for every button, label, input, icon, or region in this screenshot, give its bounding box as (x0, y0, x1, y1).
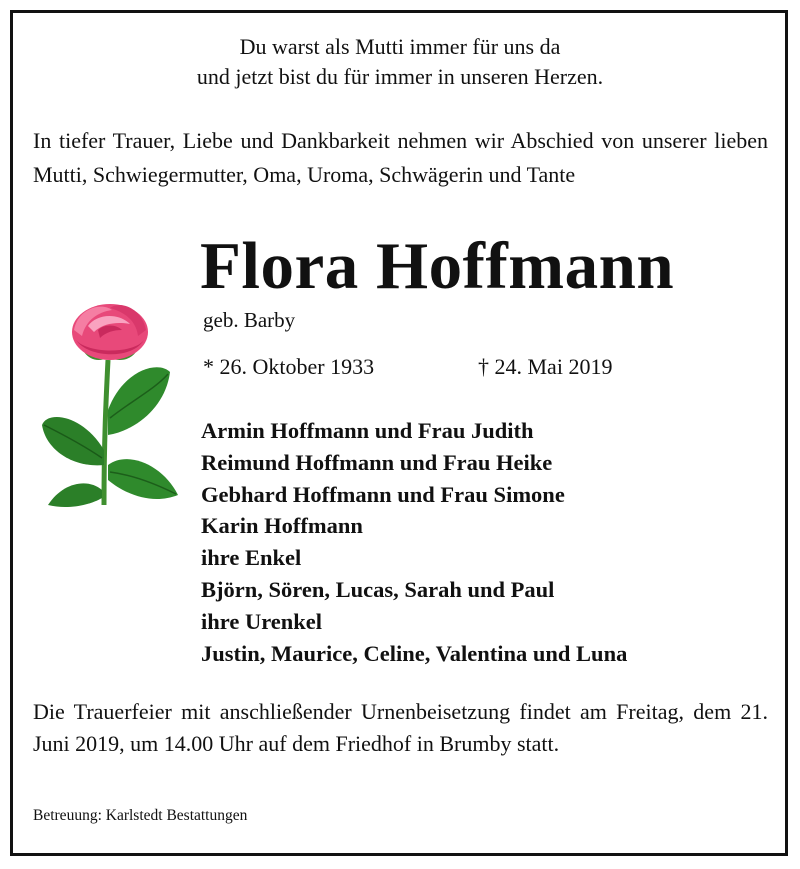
mourner-line: Reimund Hoffmann und Frau Heike (201, 449, 553, 475)
deceased-name: Flora Hoffmann (200, 229, 675, 303)
maiden-name: geb. Barby (203, 308, 296, 332)
mourner-line: Gebhard Hoffmann und Frau Simone (201, 481, 565, 507)
mourner-line: Björn, Sören, Lucas, Sarah und Paul (201, 576, 555, 602)
mourner-line: Karin Hoffmann (201, 513, 363, 539)
mourners-list (201, 415, 627, 669)
rose-icon (38, 300, 183, 510)
motto-line-1: Du warst als Mutti immer für uns da (239, 34, 561, 59)
intro-text: In tiefer Trauer, Liebe und Dankbarkeit nehmen wir Abschied von unserer lieben Mutti, Schwiegermutter, Oma, Uroma, Schwägerin und Tante (33, 128, 768, 187)
funeral-home-credit: Betreuung: Karlstedt Bestattungen (33, 807, 248, 824)
mourner-line: Armin Hoffmann und Frau Judith (201, 418, 534, 443)
mourner-group-label: ihre Enkel (201, 545, 302, 571)
birth-date: * 26. Oktober 1933 (203, 354, 375, 379)
death-date: † 24. Mai 2019 (478, 354, 613, 379)
service-announcement: Die Trauerfeier mit anschließender Urnenbeisetzung findet am Freitag, dem 21. Juni 2019, um 14.00 Uhr auf dem Friedhof in Brumby statt. (33, 699, 768, 756)
motto-line-2: und jetzt bist du für immer in unseren Herzen. (196, 64, 604, 89)
mourner-group-label: ihre Urenkel (201, 608, 323, 634)
motto (0, 32, 800, 92)
mourner-line: Justin, Maurice, Celine, Valentina und Luna (201, 640, 628, 666)
